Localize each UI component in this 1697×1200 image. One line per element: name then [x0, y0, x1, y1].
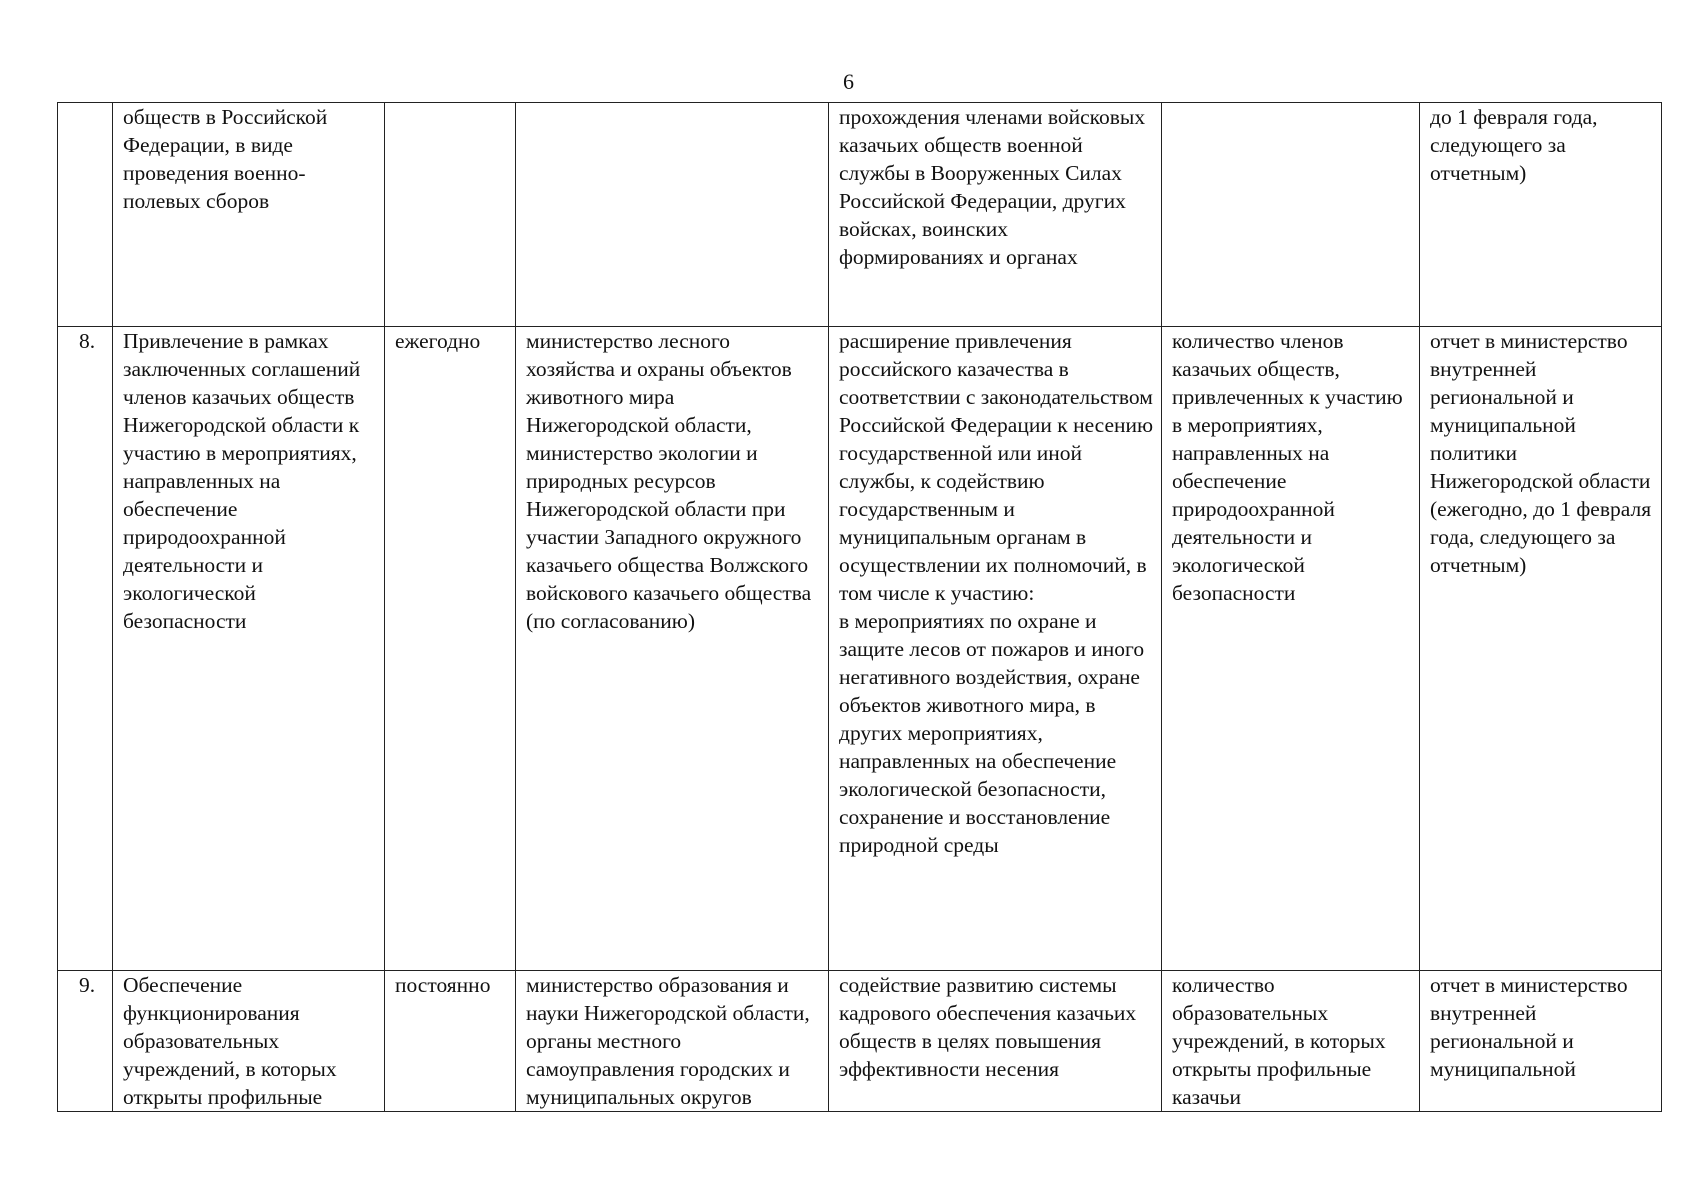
row-number-cell: 8.: [58, 327, 113, 971]
executors-cell: министерство лесного хозяйства и охраны объектов животного мира Нижегородской области, министерство экологии и природных ресурсов Нижегородской области при участии Западного окружного казачьего общества Волжского войскового казачьего общества (по согласованию): [516, 327, 829, 971]
report-cell: отчет в министерство внутренней региональной и муниципальной: [1420, 971, 1662, 1112]
table-row: [58, 327, 1662, 971]
plan-table: [57, 102, 1662, 1112]
result-cell: содействие развитию системы кадрового обеспечения казачьих обществ в целях повышения эффективности несения: [829, 971, 1162, 1112]
row-number-cell: 9.: [58, 971, 113, 1112]
page-number: 6: [843, 69, 854, 94]
indicator-cell: количество членов казачьих обществ, привлеченных к участию в мероприятиях, направленных на обеспечение природоохранной деятельности и экологической безопасности: [1162, 327, 1420, 971]
result-cell: прохождения членами войсковых казачьих обществ военной службы в Вооруженных Силах Российской Федерации, других войсках, воинских формированиях и органах: [829, 103, 1162, 327]
report-cell: отчет в министерство внутренней региональной и муниципальной политики Нижегородской области (ежегодно, до 1 февраля года, следующего за отчетным): [1420, 327, 1662, 971]
indicator-cell: [1162, 103, 1420, 327]
indicator-cell: количество образовательных учреждений, в которых открыты профильные казачьи: [1162, 971, 1420, 1112]
executors-cell: [516, 103, 829, 327]
term-cell: ежегодно: [385, 327, 516, 971]
term-cell: постоянно: [385, 971, 516, 1112]
report-cell: до 1 февраля года, следующего за отчетным): [1420, 103, 1662, 327]
result-cell: расширение привлечения российского казачества в соответствии с законодательством Российской Федерации к несению государственной или иной службы, к содействию государственным и муниципальным органам в осуществлении их полномочий, в том числе к участию: в мероприятиях по охране и защите лесов от пожаров и иного негативного воздействия, охране объектов животного мира, в других мероприятиях, направленных на обеспечение экологической безопасности, сохранение и восстановление природной среды: [829, 327, 1162, 971]
event-cell: Привлечение в рамках заключенных соглашений членов казачьих обществ Нижегородской области к участию в мероприятиях, направленных на обеспечение природоохранной деятельности и экологической безопасности: [113, 327, 385, 971]
event-cell: Обеспечение функционирования образовательных учреждений, в которых открыты профильные: [113, 971, 385, 1112]
table-row: [58, 971, 1662, 1112]
executors-cell: министерство образования и науки Нижегородской области, органы местного самоуправления городских и муниципальных округов: [516, 971, 829, 1112]
row-number-cell: [58, 103, 113, 327]
table-row: [58, 103, 1662, 327]
event-cell: обществ в Российской Федерации, в виде проведения военно-полевых сборов: [113, 103, 385, 327]
term-cell: [385, 103, 516, 327]
